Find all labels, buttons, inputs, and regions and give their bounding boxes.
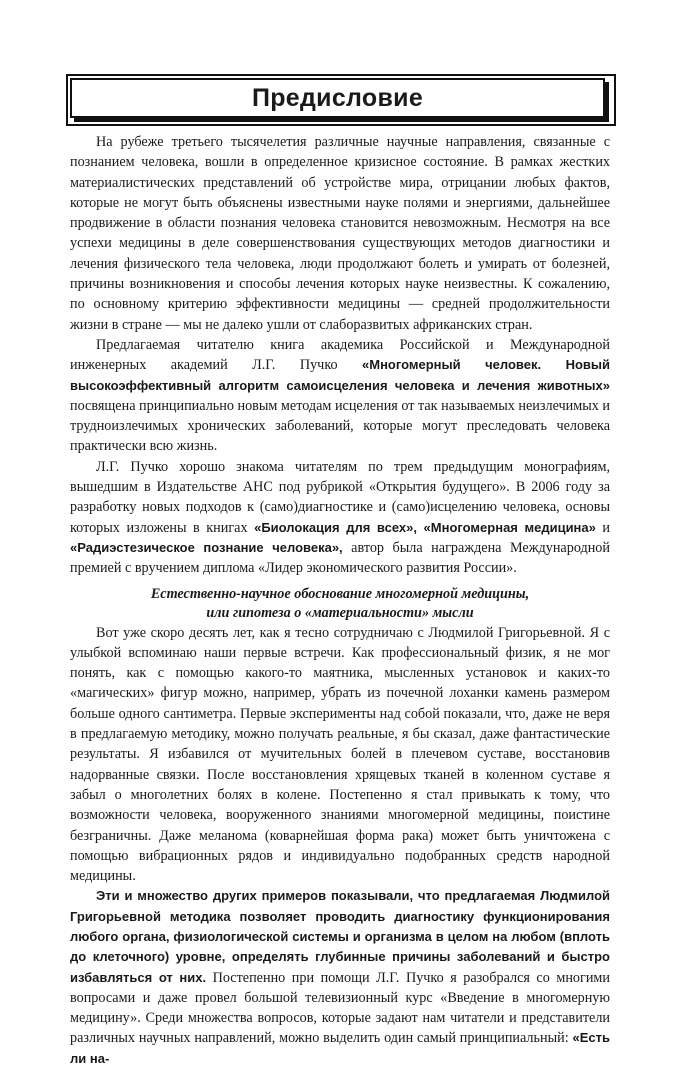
body-text <box>70 132 610 1069</box>
book-titles-biolocation-medicine: «Биолокация для всех», «Многомерная медицина» <box>254 519 596 535</box>
page-title: Предисловие <box>251 83 424 112</box>
paragraph-3 <box>70 457 610 579</box>
section-subheading <box>70 585 610 623</box>
subheading-line-1: Естественно-научное обоснование многомерной медицины, <box>150 585 530 602</box>
paragraph-2 <box>70 335 610 457</box>
paragraph-2-text-a: Предлагаемая читателю книга академика Российской и Международной инженерных академий Л.Г. Пучко <box>70 336 610 374</box>
paragraph-1: На рубеже третьего тысячелетия различные научные направления, связанные с познанием человека, вошли в определенное кризисное состояние. В рамках жестких материалистических представлений об устройстве мира, отрицании любых фактов, которые не могут быть объяснены известными науке полями и энергиями, дальнейшее продвижение в области познания человека становится невозможным. Несмотря на все успехи медицины в деле совершенствования существующих методов диагностики и лечения физического тела человека, люди продолжают болеть и умирать от болезней, причины возникновения и способы лечения которых науке неизвестны. К сожалению, по основному критерию эффективности медицины — средней продолжительности жизни в стране — мы не далеко ушли от слаборазвитых африканских стран. <box>70 134 610 333</box>
paragraph-5 <box>70 886 610 1069</box>
title-box <box>70 78 605 118</box>
paragraph-2-text-c: посвящена принципиально новым методам исцеления от так называемых неизлечимых и трудноизлечимых хронических заболеваний, которые могут преследовать человека практически всю жизнь. <box>70 397 610 455</box>
paragraph-5-text-b: Постепенно при помощи Л.Г. Пучко я разобрался со многими вопросами и даже провел большой телевизионный курс «Введение в многомерную медицину». Среди множества вопросов, которые задают нам читатели и представители различных научных направлений, можно выделить один самый принципиальный: <box>70 969 610 1047</box>
paragraph-5-bold-question: «Есть ли на- <box>70 1030 610 1066</box>
paragraph-3-text-a: Л.Г. Пучко хорошо знакома читателям по трем предыдущим монографиям, вышедшим в Издательстве АНС под рубрикой «Открытия будущего». В 2006 году за разработку новых подходов к (само)диагностике и (само)исцелению человека, основы которых изложены в книгах <box>70 458 610 536</box>
paragraph-3-text-e: автор была награждена Международной премией с вручением диплома «Лидер экономического развития России». <box>70 539 610 577</box>
paragraph-4: Вот уже скоро десять лет, как я тесно сотрудничаю с Людмилой Григорьевной. Я с улыбкой вспоминаю наши первые встречи. Как профессиональный физик, я не мог понять, как с помощью какого-то маятника, мысленных установок и каких-то «магических» фигур можно, например, убрать из почечной лоханки камень размером больше одного сантиметра. Первые эксперименты над собой показали, что, даже не веря в предлагаемую методику, можно получать реальные, я бы сказал, даже фантастические результаты. Я избавился от мучительных болей в плечевом суставе, восстановив надорванные связки. После восстановления хрящевых тканей в коленном суставе я забыл о многолетних болях в колене. Постепенно я стал привыкать к тому, что возможности человека, вооруженного знаниями многомерной медицины, поистине безграничны. Даже меланома (коварнейшая форма рака) может быть уничтожена с помощью вибрационных рядов и индивидуально подобранных средств народной медицины. <box>70 624 610 885</box>
paragraph-3-text-c: и <box>595 519 611 536</box>
book-title-radiesthesia: «Радиэстезическое познание человека», <box>70 539 343 555</box>
subheading-line-2: или гипотеза о «материальности» мысли <box>206 604 474 621</box>
paragraph-5-bold-text: Эти и множество других примеров показывали, что предлагаемая Людмилой Григорьевной методика позволяет проводить диагностику функционирования любого органа, физиологической системы и организма в целом на любом (вплоть до клеточного) уровне, определять глубинные причины заболеваний и быстро избавляться от них. <box>70 888 610 985</box>
book-title-multidimensional-human: «Многомерный человек. Новый высокоэффективный алгоритм самоисцеления человека и лечения животных» <box>70 357 610 393</box>
